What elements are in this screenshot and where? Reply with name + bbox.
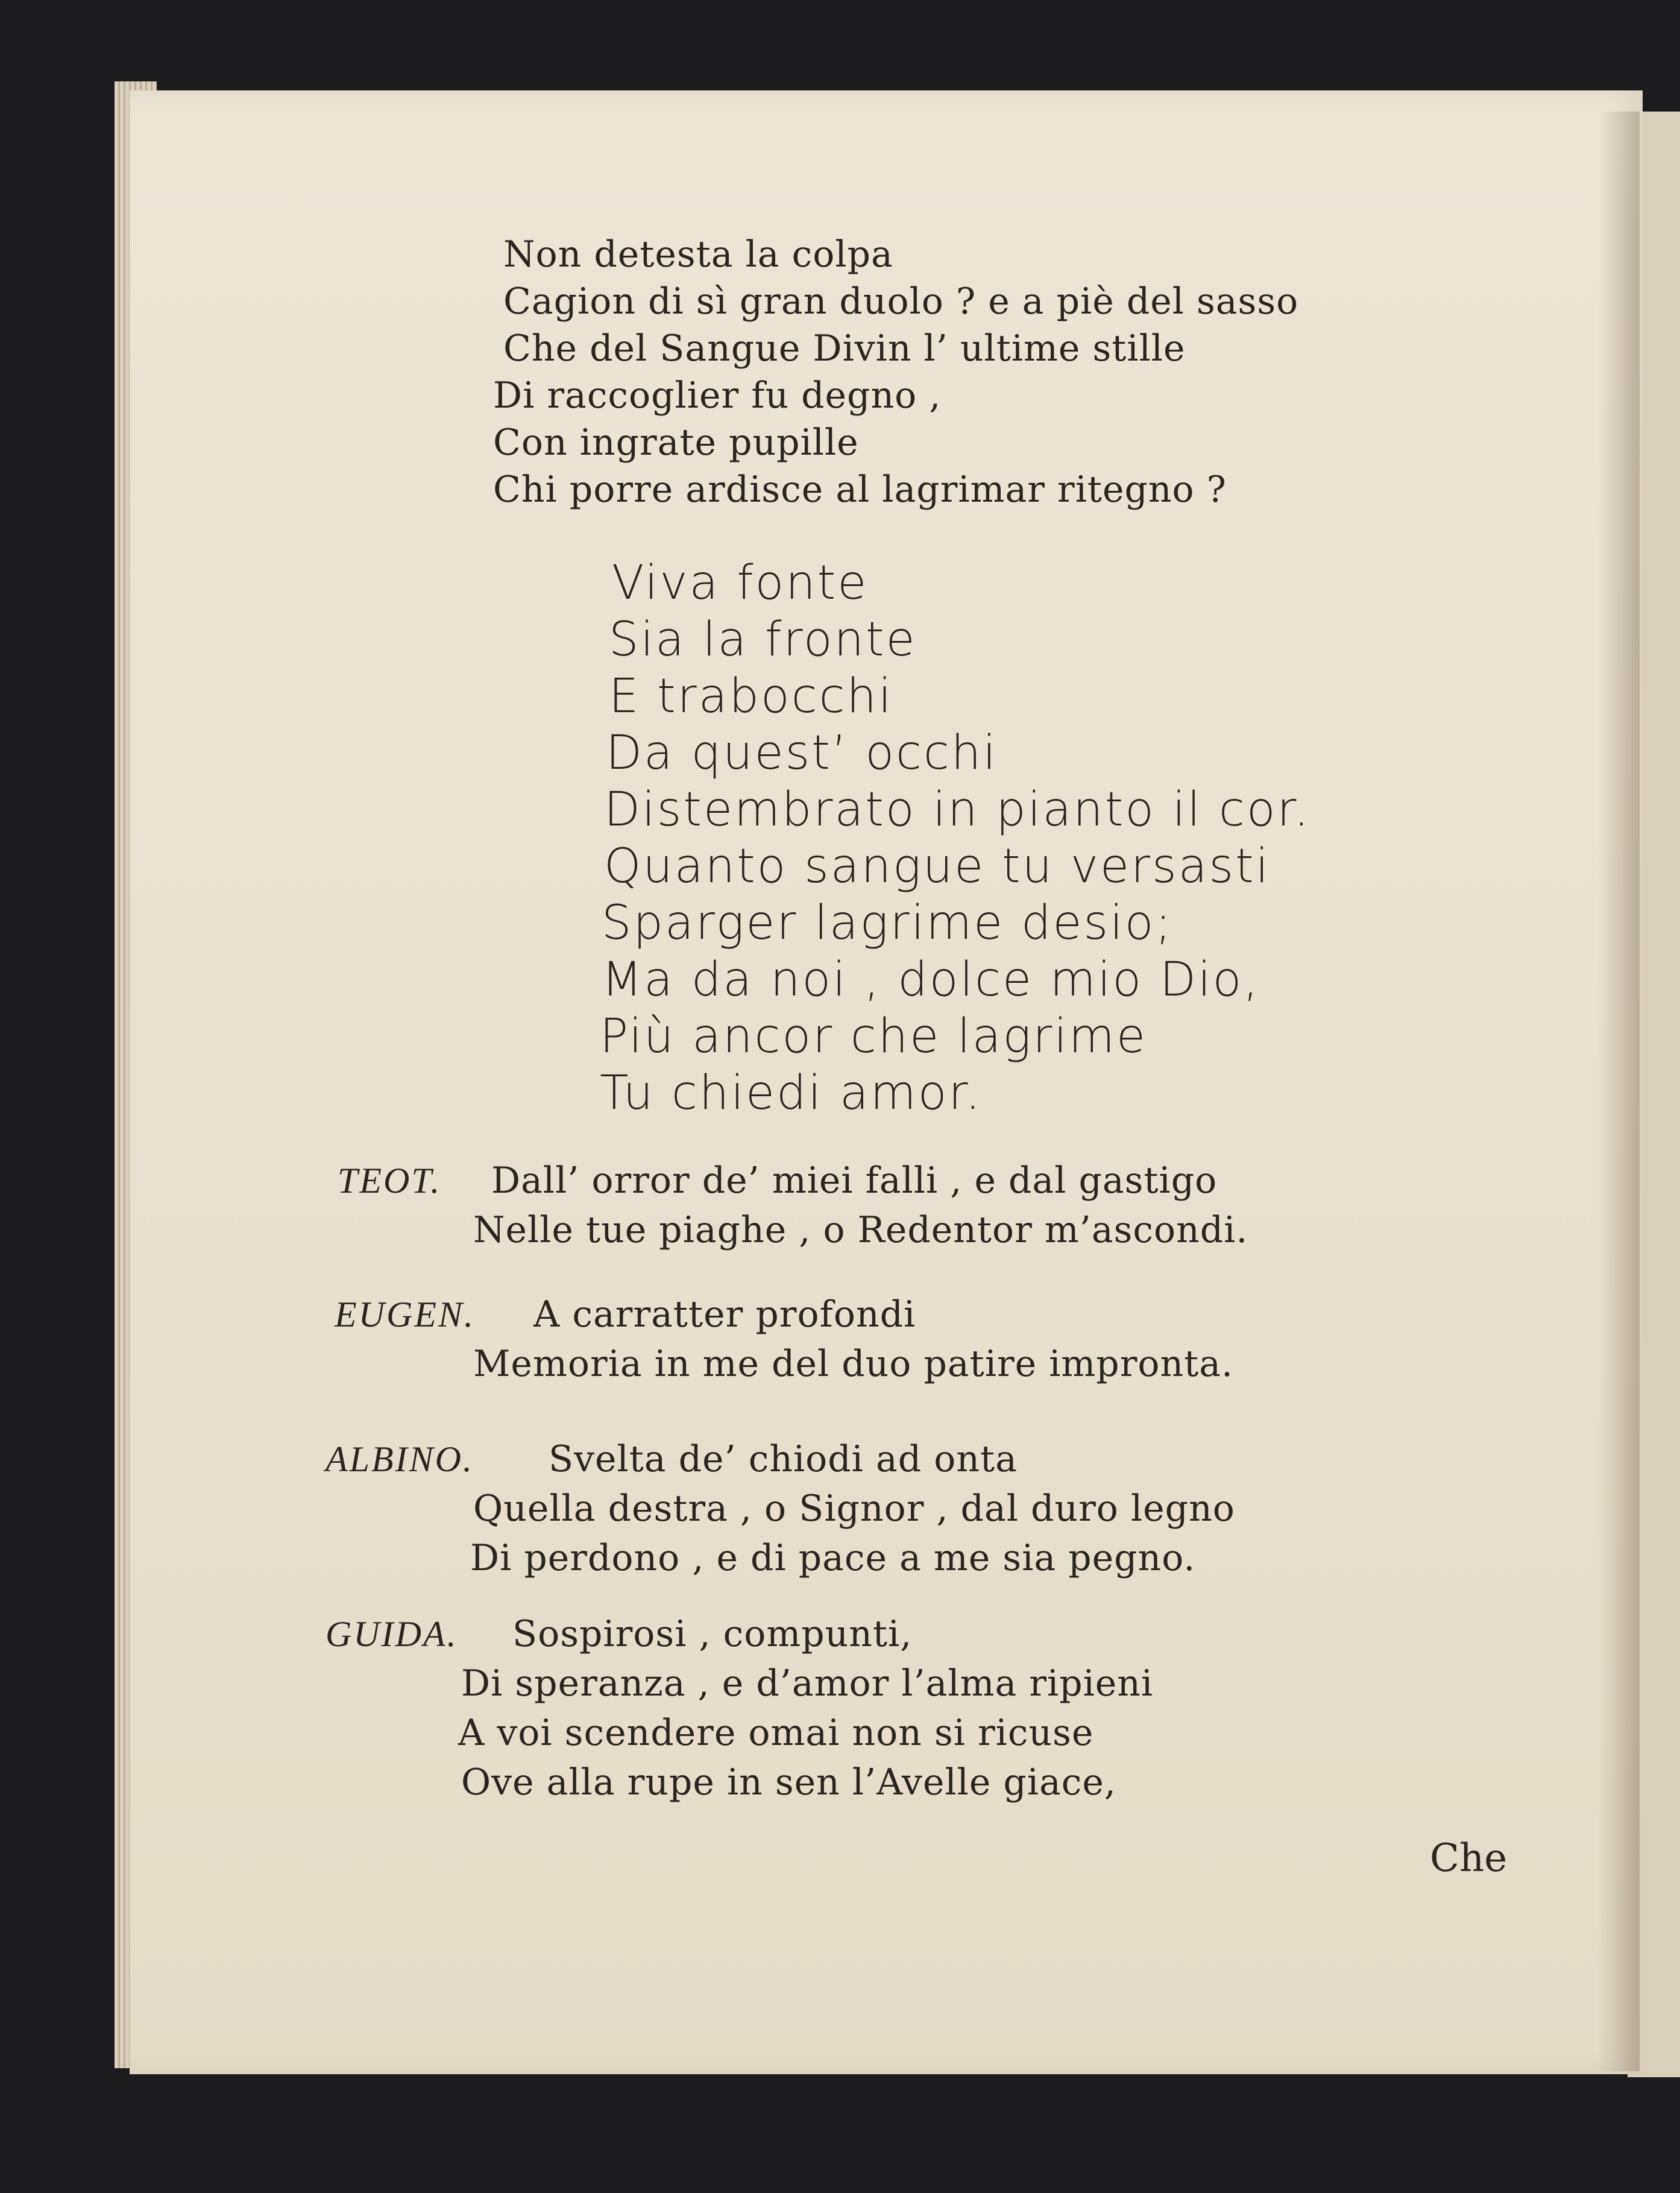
dialogue-line: Ove alla rupe in sen l’Avelle giace, [461, 1761, 1116, 1803]
aria-line: Sia la fronte [609, 613, 917, 667]
gutter-shadow [1597, 112, 1640, 2071]
dialogue-line: Sospirosi , compunti, [512, 1613, 913, 1655]
dialogue-line: A carratter profondi [533, 1293, 916, 1336]
aria-line: Viva fonte [612, 556, 869, 610]
dialogue-line: Svelta de’ chiodi ad onta [549, 1438, 1018, 1480]
catchword: Che [1430, 1836, 1508, 1881]
aria-line: Tu chiedi amor. [600, 1066, 983, 1120]
aria-line: Distembrato in pianto il cor. [604, 783, 1311, 837]
speaker-name: EUGEN. [335, 1295, 475, 1334]
aria-line: Quanto sangue tu versasti [604, 839, 1271, 894]
speaker-name: GUIDA. [326, 1614, 458, 1654]
dialogue-line: Dall’ orror de’ miei falli , e dal gastigo [491, 1160, 1218, 1202]
aria-line: E trabocchi [609, 669, 893, 724]
dialogue-line: Quella destra , o Signor , dal duro legno [473, 1488, 1235, 1530]
dialogue-line: Di speranza , e d’amor l’alma ripieni [461, 1662, 1154, 1705]
recitative-line: Che del Sangue Divin l’ ultime stille [503, 327, 1186, 370]
dialogue-line: A voi scendere omai non si ricuse [458, 1712, 1094, 1754]
aria-line: Più ancor che lagrime [600, 1009, 1148, 1064]
aria-line: Da quest’ occhi [606, 726, 998, 780]
aria-line: Sparger lagrime desio; [602, 896, 1173, 950]
dialogue-line: Di perdono , e di pace a me sia pegno. [470, 1537, 1196, 1579]
recitative-line: Non detesta la colpa [503, 233, 893, 276]
recitative-line: Chi porre ardisce al lagrimar ritegno ? [493, 469, 1227, 511]
dialogue-line: Nelle tue piaghe , o Redentor m’ascondi. [473, 1209, 1248, 1251]
recitative-line: Di raccoglier fu degno , [493, 374, 942, 417]
speaker-name: ALBINO. [326, 1439, 474, 1479]
recitative-line: Cagion di sì gran duolo ? e a piè del sasso [503, 280, 1299, 323]
speaker-name: TEOT. [338, 1161, 442, 1201]
dialogue-line: Memoria in me del duo patire impronta. [473, 1343, 1234, 1385]
recitative-line: Con ingrate pupille [493, 421, 859, 464]
aria-line: Ma da noi , dolce mio Dio, [602, 953, 1260, 1007]
